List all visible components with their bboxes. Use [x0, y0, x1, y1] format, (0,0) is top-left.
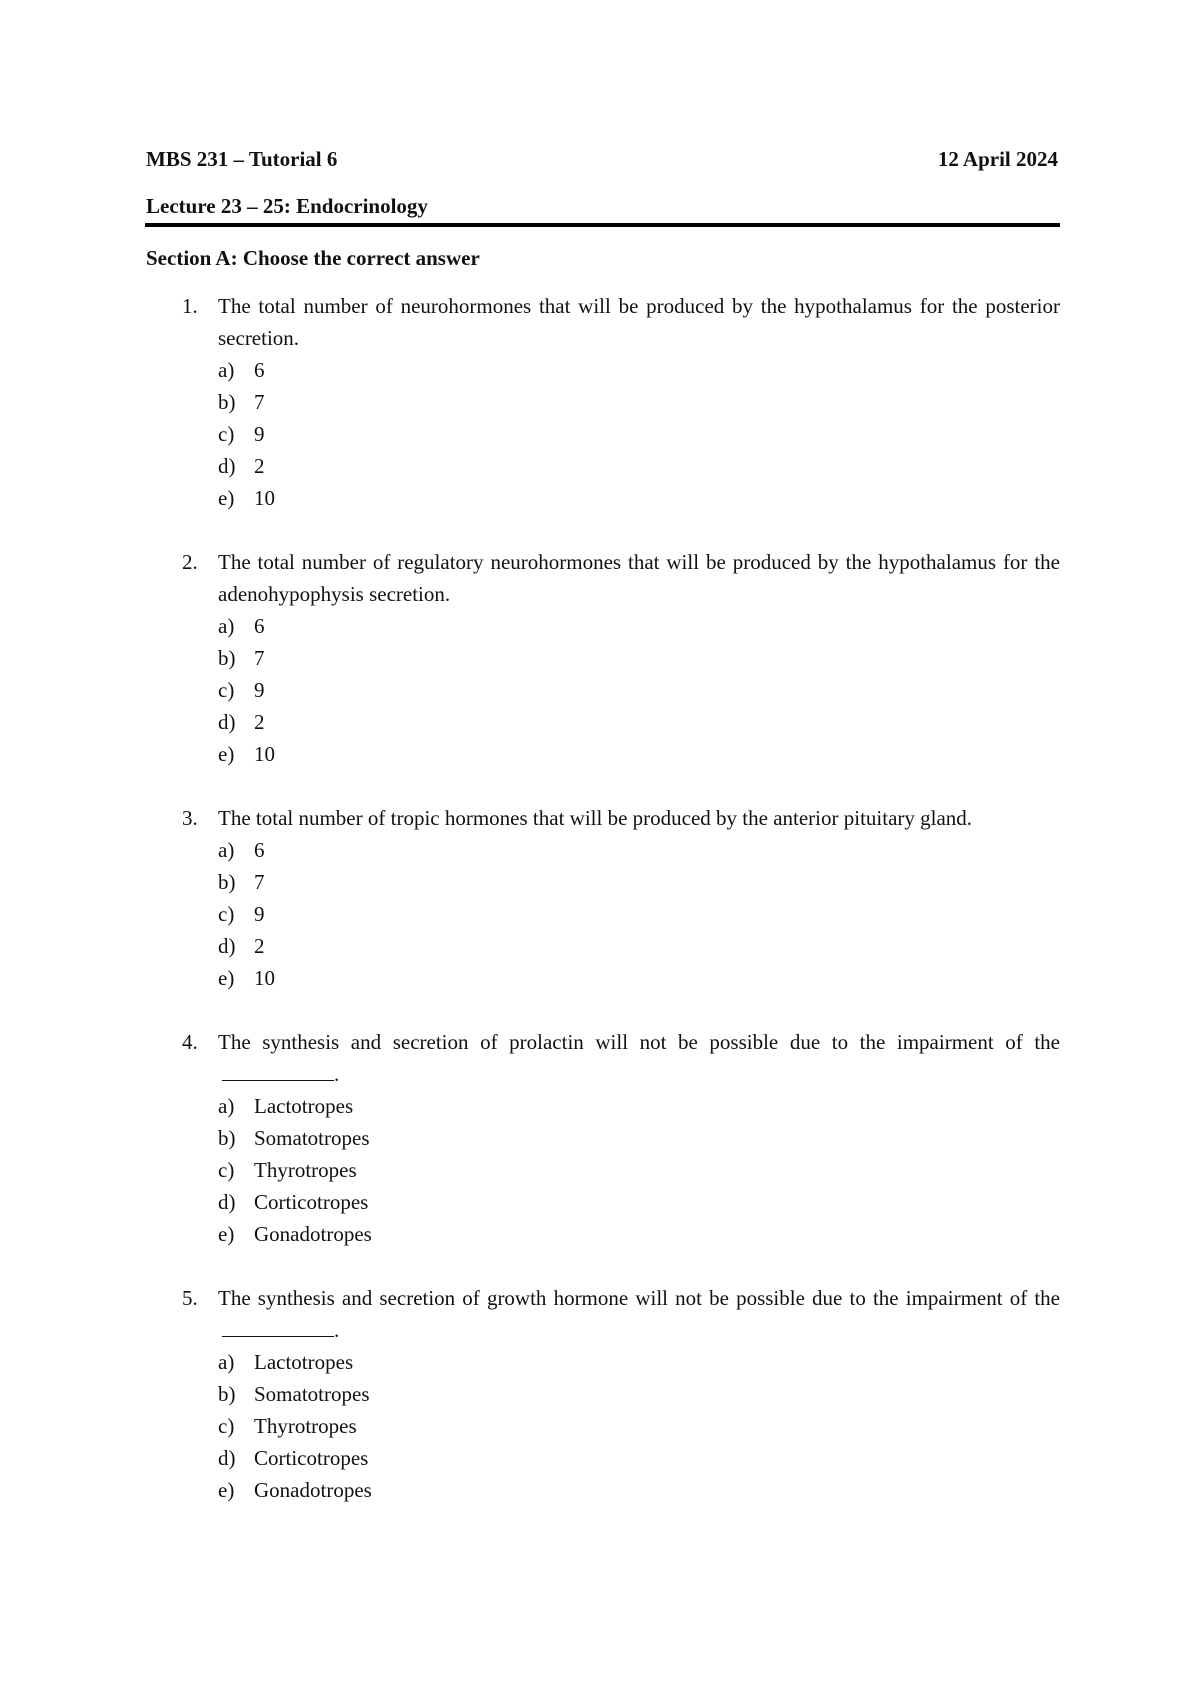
option-c — [218, 1154, 1060, 1186]
option-text: 10 — [254, 486, 275, 510]
option-e — [218, 1474, 1060, 1506]
option-text: Somatotropes — [254, 1126, 370, 1150]
question-number: 1. — [182, 294, 198, 318]
option-label: d) — [218, 1446, 236, 1470]
option-text: 2 — [254, 710, 265, 734]
option-d — [218, 1186, 1060, 1218]
option-label: e) — [218, 1222, 235, 1246]
option-text: 7 — [254, 390, 265, 414]
course-title: MBS 231 – Tutorial 6 — [146, 147, 338, 171]
option-text: Corticotropes — [254, 1190, 369, 1214]
option-text: Somatotropes — [254, 1382, 370, 1406]
option-d — [218, 1442, 1060, 1474]
option-text: 10 — [254, 742, 275, 766]
question-2 — [146, 546, 1060, 770]
question-text: The total number of tropic hormones that will be produced by the anterior pituitary gland. — [218, 806, 973, 830]
question-5 — [146, 1282, 1060, 1506]
option-label: c) — [218, 1414, 235, 1438]
question-text: The total number of regulatory neurohormones that will be produced by the hypothalamus for the adenohypophysis secretion. — [218, 550, 1060, 606]
option-a — [218, 1090, 1060, 1122]
answer-blank — [222, 1316, 334, 1337]
option-e — [218, 482, 1060, 514]
option-label: a) — [218, 1350, 235, 1374]
option-text: 10 — [254, 966, 275, 990]
option-label: c) — [218, 902, 235, 926]
question-text — [218, 1026, 1060, 1090]
option-a — [218, 834, 1060, 866]
option-a — [218, 1346, 1060, 1378]
option-text: 9 — [254, 902, 265, 926]
option-b — [218, 1378, 1060, 1410]
option-label: e) — [218, 966, 235, 990]
option-text: Gonadotropes — [254, 1478, 372, 1502]
question-suffix: . — [334, 1062, 340, 1086]
option-text: Thyrotropes — [254, 1158, 357, 1182]
option-text: Lactotropes — [254, 1094, 354, 1118]
option-label: d) — [218, 710, 236, 734]
lecture-row — [146, 194, 1058, 219]
option-label: b) — [218, 646, 236, 670]
option-label: e) — [218, 742, 235, 766]
option-text: 6 — [254, 838, 265, 862]
option-text: Lactotropes — [254, 1350, 354, 1374]
option-text: Gonadotropes — [254, 1222, 372, 1246]
option-b — [218, 866, 1060, 898]
option-label: b) — [218, 1382, 236, 1406]
option-c — [218, 674, 1060, 706]
option-text: 2 — [254, 454, 265, 478]
section-title: Section A: Choose the correct answer — [146, 246, 480, 270]
option-label: d) — [218, 934, 236, 958]
option-a — [218, 354, 1060, 386]
tutorial-date: 12 April 2024 — [937, 147, 1058, 171]
option-text: Thyrotropes — [254, 1414, 357, 1438]
question-4 — [146, 1026, 1060, 1250]
option-d — [218, 450, 1060, 482]
option-text: 6 — [254, 358, 265, 382]
option-text: 9 — [254, 678, 265, 702]
option-b — [218, 642, 1060, 674]
question-text — [218, 1282, 1060, 1346]
question-1 — [146, 290, 1060, 514]
header-row — [146, 147, 1058, 172]
option-label: a) — [218, 1094, 235, 1118]
option-label: c) — [218, 678, 235, 702]
option-text: 7 — [254, 870, 265, 894]
question-suffix: . — [334, 1318, 340, 1342]
option-label: c) — [218, 1158, 235, 1182]
option-label: a) — [218, 838, 235, 862]
option-c — [218, 898, 1060, 930]
header-divider — [145, 223, 1060, 227]
option-b — [218, 386, 1060, 418]
option-a — [218, 610, 1060, 642]
option-d — [218, 930, 1060, 962]
option-text: Corticotropes — [254, 1446, 369, 1470]
option-label: e) — [218, 486, 235, 510]
option-text: 9 — [254, 422, 265, 446]
option-label: c) — [218, 422, 235, 446]
option-text: 6 — [254, 614, 265, 638]
option-text: 7 — [254, 646, 265, 670]
answer-blank — [222, 1060, 334, 1081]
lecture-title: Lecture 23 – 25: Endocrinology — [146, 194, 428, 218]
option-e — [218, 962, 1060, 994]
option-d — [218, 706, 1060, 738]
question-number: 3. — [182, 806, 198, 830]
option-label: b) — [218, 390, 236, 414]
question-text: The total number of neurohormones that will be produced by the hypothalamus for the posterior secretion. — [218, 294, 1060, 350]
question-stem: The synthesis and secretion of prolactin will not be possible due to the impairment of the — [218, 1030, 1060, 1054]
option-label: a) — [218, 358, 235, 382]
question-list — [146, 290, 1060, 1538]
option-label: d) — [218, 1190, 236, 1214]
option-label: d) — [218, 454, 236, 478]
option-label: b) — [218, 1126, 236, 1150]
question-number: 5. — [182, 1286, 198, 1310]
option-e — [218, 738, 1060, 770]
option-label: e) — [218, 1478, 235, 1502]
option-c — [218, 418, 1060, 450]
option-label: b) — [218, 870, 236, 894]
option-c — [218, 1410, 1060, 1442]
option-b — [218, 1122, 1060, 1154]
question-number: 2. — [182, 550, 198, 574]
option-text: 2 — [254, 934, 265, 958]
option-e — [218, 1218, 1060, 1250]
question-number: 4. — [182, 1030, 198, 1054]
option-label: a) — [218, 614, 235, 638]
question-3 — [146, 802, 1060, 994]
question-stem: The synthesis and secretion of growth hormone will not be possible due to the impairment of the — [218, 1286, 1060, 1310]
